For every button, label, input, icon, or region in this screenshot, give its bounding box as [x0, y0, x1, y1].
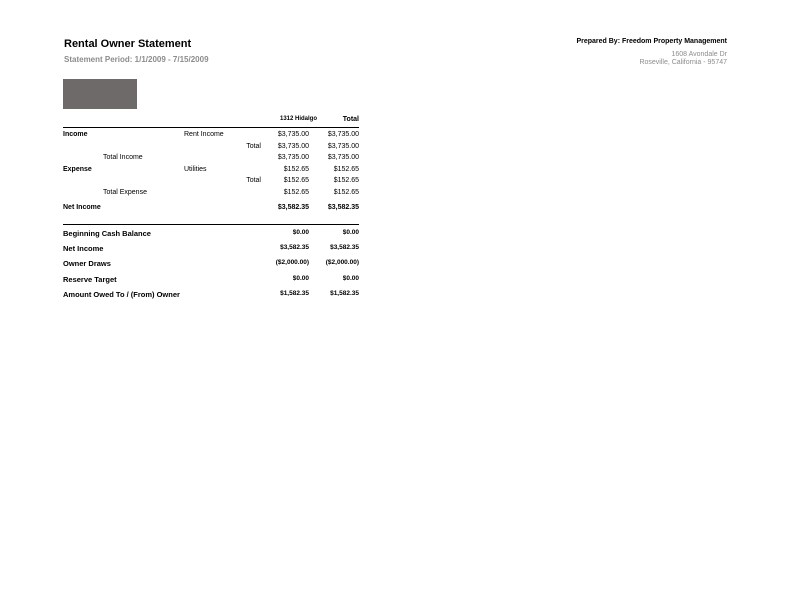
summary-value-property: $0.00 [292, 274, 309, 282]
summary-label: Owner Draws [63, 259, 111, 269]
page-title: Rental Owner Statement [64, 38, 192, 50]
income-label: Income [63, 131, 88, 138]
utilities-property: $152.65 [283, 165, 309, 173]
summary-value-property: $3,582.35 [280, 244, 309, 252]
net-income-total: $3,582.35 [327, 204, 359, 211]
summary-row [63, 271, 359, 286]
summary-label: Beginning Cash Balance [63, 229, 151, 238]
summary-value-total: ($2,000.00) [325, 259, 359, 267]
table-row [63, 204, 359, 216]
prepared-by: Prepared By: Freedom Property Management [576, 38, 727, 45]
table-row [63, 154, 359, 166]
income-subtotal-property: $3,735.00 [277, 142, 309, 150]
summary-row [63, 225, 359, 240]
summary-label: Net Income [63, 244, 104, 254]
total-income-label: Total Income [103, 154, 143, 161]
total-income-property: $3,735.00 [277, 154, 309, 161]
address-line-1: 1608 Avondale Dr [671, 51, 727, 58]
rent-income-total: $3,735.00 [327, 131, 359, 138]
net-income-property: $3,582.35 [277, 204, 309, 211]
address-line-2: Roseville, California - 95747 [639, 59, 727, 66]
summary-label: Reserve Target [63, 274, 117, 284]
expense-subtotal-property: $152.65 [283, 177, 309, 184]
column-header-property: 1312 Hidalgo [279, 116, 317, 122]
table-row [63, 177, 359, 189]
cash-summary-table [63, 224, 359, 301]
summary-row [63, 286, 359, 301]
summary-value-property: ($2,000.00) [275, 259, 309, 267]
total-expense-total: $152.65 [333, 188, 359, 196]
expense-subtotal-total: $152.65 [333, 177, 359, 184]
company-logo [63, 79, 137, 109]
table-row [63, 189, 359, 201]
expense-subtotal-label: Total [246, 177, 261, 184]
summary-row [63, 255, 359, 270]
summary-value-total: $1,582.35 [330, 289, 359, 297]
income-expense-table [63, 110, 359, 216]
summary-value-total: $0.00 [342, 274, 359, 282]
utilities-label: Utilities [184, 165, 207, 173]
total-income-total: $3,735.00 [327, 154, 359, 161]
summary-value-total: $3,582.35 [330, 244, 359, 252]
rent-income-property: $3,735.00 [277, 131, 309, 138]
statement-period: Statement Period: 1/1/2009 - 7/15/2009 [64, 55, 209, 64]
summary-value-property: $1,582.35 [280, 289, 309, 297]
table-row [63, 143, 359, 155]
utilities-total: $152.65 [333, 165, 359, 173]
column-header-total: Total [342, 116, 359, 123]
summary-value-property: $0.00 [292, 229, 309, 236]
summary-label: Amount Owed To / (From) Owner [63, 289, 180, 299]
expense-label: Expense [63, 165, 92, 173]
total-expense-property: $152.65 [283, 188, 309, 196]
table-row [63, 166, 359, 178]
net-income-label: Net Income [63, 204, 101, 211]
rent-income-label: Rent Income [184, 131, 224, 138]
income-subtotal-label: Total [246, 142, 261, 150]
income-subtotal-total: $3,735.00 [327, 142, 359, 150]
summary-row [63, 240, 359, 255]
table-header [63, 110, 359, 128]
total-expense-label: Total Expense [103, 188, 147, 196]
summary-value-total: $0.00 [342, 229, 359, 236]
table-row [63, 131, 359, 143]
